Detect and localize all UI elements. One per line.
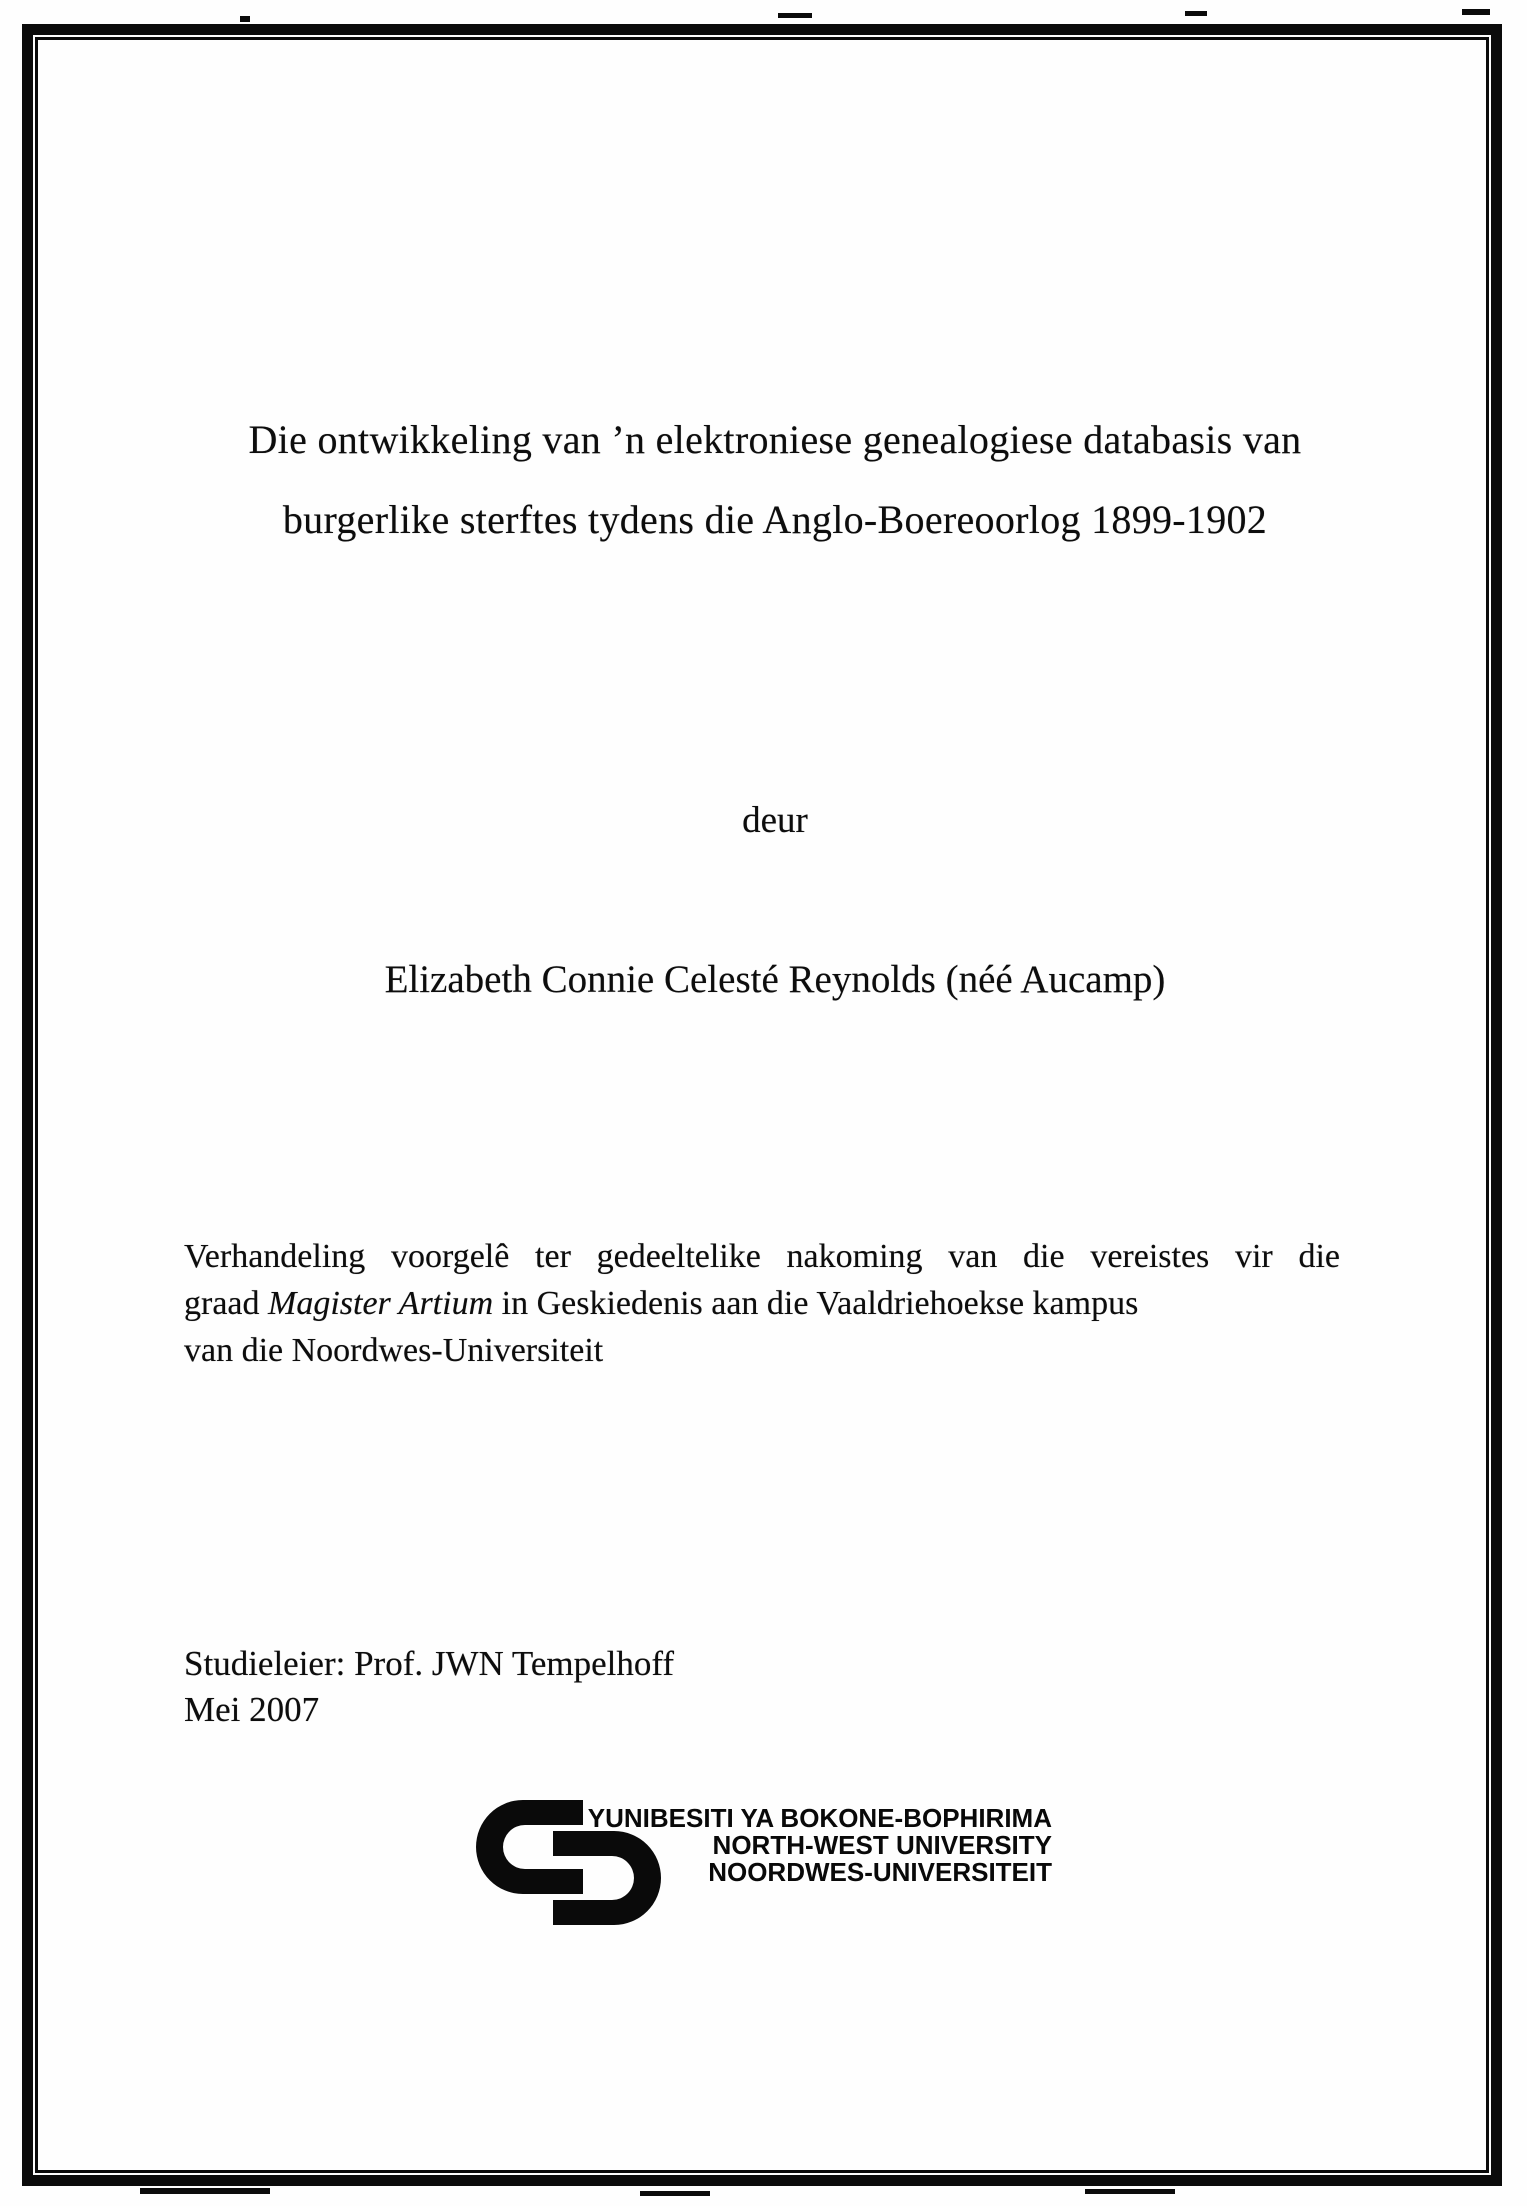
scan-artifact <box>140 2188 270 2194</box>
university-logo-text <box>586 1805 1052 1886</box>
date-line: Mei 2007 <box>184 1690 320 1729</box>
supervisor-line: Studieleier: Prof. JWN Tempelhoff <box>184 1644 675 1683</box>
degree-name-italic: Magister Artium <box>268 1285 494 1322</box>
statement-line-2 <box>184 1280 1340 1327</box>
supervisor-block <box>184 1641 1084 1733</box>
scan-artifact <box>1085 2189 1175 2194</box>
scan-artifact <box>22 733 31 797</box>
logo-line-setswana: YUNIBESITI YA BOKONE-BOPHIRIMA <box>587 1803 1052 1833</box>
byline-label: deur <box>742 800 808 841</box>
statement-line-1: Verhandeling voorgelê ter gedeeltelike nakoming van die vereistes vir die <box>184 1238 1340 1275</box>
scan-artifact <box>1462 9 1490 15</box>
thesis-title-line-1: Die ontwikkeling van ’n elektroniese genealogiese databasis van <box>248 417 1302 462</box>
university-logo <box>468 1797 1078 1947</box>
scan-artifact <box>240 16 250 22</box>
author-name: Elizabeth Connie Celesté Reynolds (néé Aucamp) <box>384 958 1166 1001</box>
thesis-title <box>180 400 1370 560</box>
thesis-title-line-2: burgerlike sterftes tydens die Anglo-Boereoorlog 1899-1902 <box>282 497 1268 542</box>
logo-line-english: NORTH-WEST UNIVERSITY <box>712 1830 1052 1860</box>
scan-artifact <box>640 2191 710 2196</box>
scan-artifact <box>1185 11 1207 16</box>
statement-line-2-pre: graad <box>184 1285 269 1322</box>
statement-line-2-post: in Geskiedenis aan die Vaaldriehoekse kampus <box>493 1285 1139 1322</box>
statement-line-3: van die Noordwes-Universiteit <box>184 1332 604 1369</box>
submission-statement <box>184 1233 1340 1374</box>
logo-line-afrikaans: NOORDWES-UNIVERSITEIT <box>708 1857 1052 1887</box>
scan-artifact <box>778 13 812 18</box>
